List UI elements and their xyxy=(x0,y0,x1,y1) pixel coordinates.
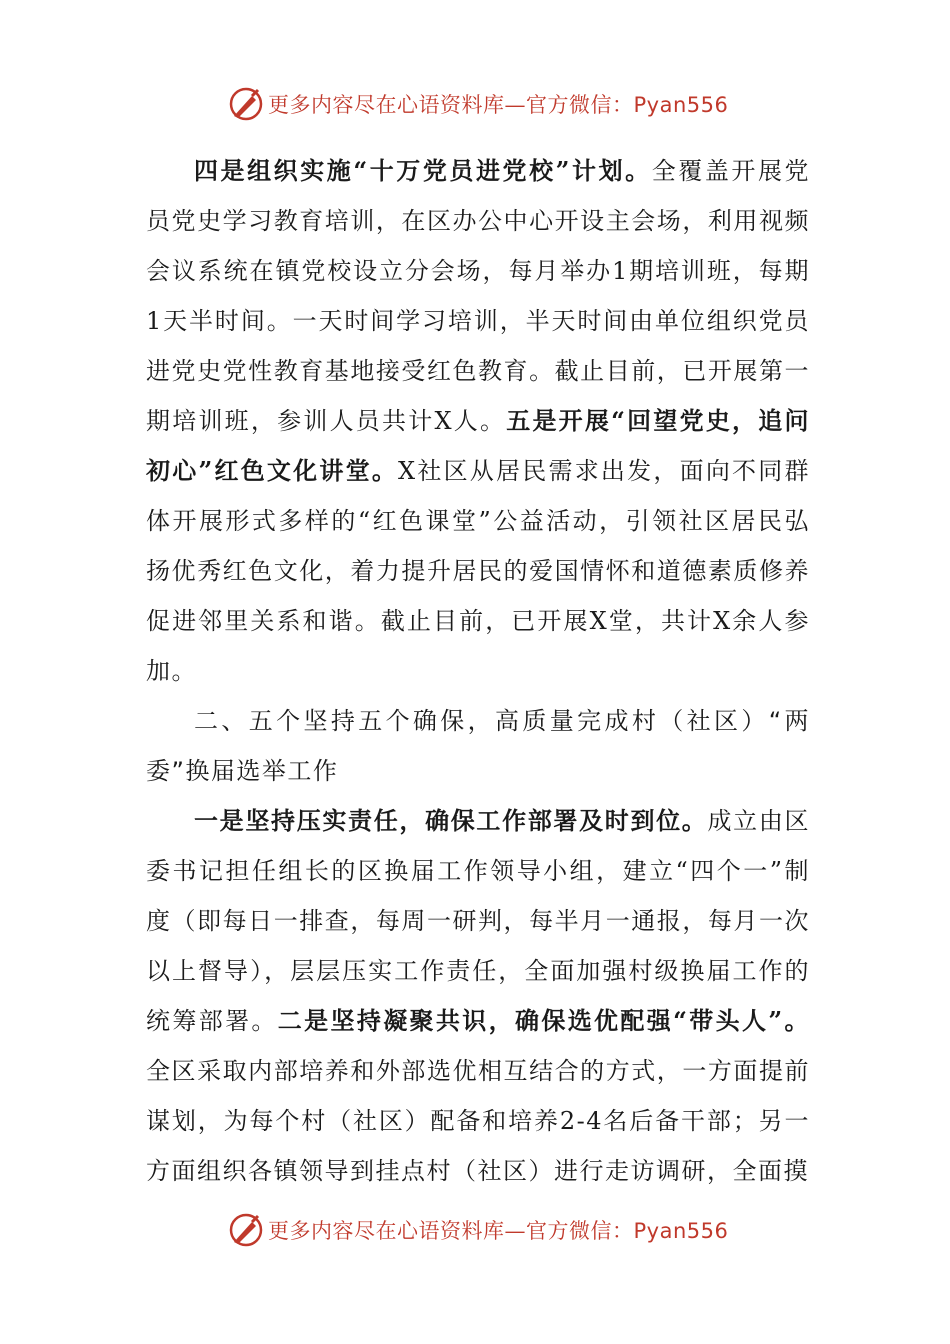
paragraph1-lead: 四是组织实施“十万党员进党校”计划。 xyxy=(194,156,652,185)
section-heading: 二、五个坚持五个确保，高质量完成村（社区）“两委”换届选举工作 xyxy=(146,707,810,785)
paragraph1-lead2: 五是开展“回望党史，追问初心”红色文化讲堂。 xyxy=(146,406,810,485)
paragraph-election xyxy=(146,796,810,1196)
pen-logo-icon xyxy=(228,86,264,122)
paragraph2-lead2: 二是坚持凝聚共识，确保选优配强“带头人”。 xyxy=(277,1006,811,1035)
document-body xyxy=(146,146,810,1196)
header-site-text: 更多内容尽在心语资料库— xyxy=(268,93,526,117)
paragraph1-text1: 全覆盖开展党员党史学习教育培训，在区办公中心开设主会场，利用视频会议系统在镇党校设立分会场，每月举办1期培训班，每期1天半时间。一天时间学习培训，半天时间由单位组织党员进党史党性教育基地接受红色教育。截止目前，已开展第一期培训班，参训人员共计X人。 xyxy=(146,157,811,435)
header-wechat-text: 官方微信：Pyan556 xyxy=(526,93,729,117)
paragraph1-text2: X社区从居民需求出发，面向不同群体开展形式多样的“红色课堂”公益活动，引领社区居民弘扬优秀红色文化，着力提升居民的爱国情怀和道德素质修养促进邻里关系和谐。截止目前，已开展X堂，共计X余人参加。 xyxy=(146,457,810,685)
footer-banner xyxy=(228,1210,748,1250)
paragraph2-lead: 一是坚持压实责任，确保工作部署及时到位。 xyxy=(194,806,708,835)
header-banner xyxy=(228,84,748,124)
header-banner-text xyxy=(268,89,728,119)
paragraph-party-school xyxy=(146,146,810,696)
paragraph2-text1: 成立由区委书记担任组长的区换届工作领导小组，建立“四个一”制度（即每日一排查，每周一研判，每半月一通报，每月一次以上督导），层层压实工作责任，全面加强村级换届工作的统筹部署。 xyxy=(146,807,811,1035)
paragraph2-text2: 全区采取内部培养和外部选优相互结合的方式，一方面提前谋划，为每个村（社区）配备和培养2-4名后备干部；另一方面组织各镇领导到挂点村（社区）进行走访调研，全面摸 xyxy=(146,1057,810,1185)
footer-site-text: 更多内容尽在心语资料库— xyxy=(268,1219,526,1243)
footer-banner-text xyxy=(268,1215,728,1245)
footer-wechat-text: 官方微信：Pyan556 xyxy=(526,1219,729,1243)
pen-logo-icon xyxy=(228,1212,264,1248)
